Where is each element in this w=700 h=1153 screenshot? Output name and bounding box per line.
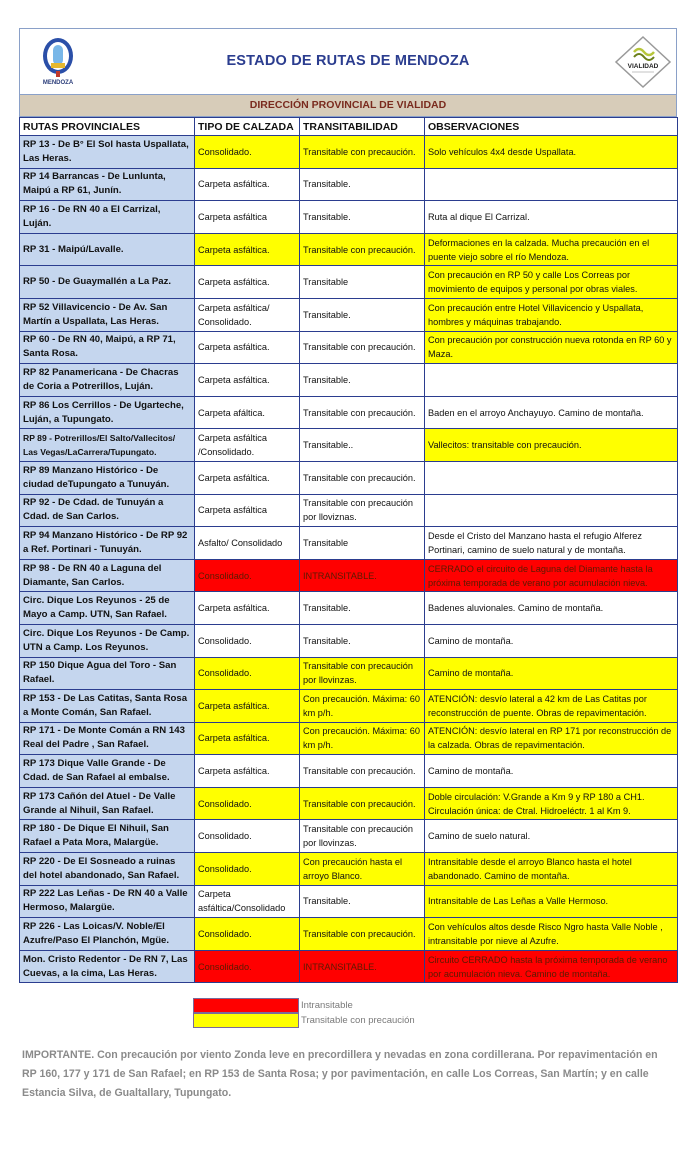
agency-band: DIRECCIÓN PROVINCIAL DE VIALIDAD: [19, 94, 677, 117]
status-cell: Transitable con precaución.: [300, 755, 425, 788]
surface-cell: Consolidado.: [195, 853, 300, 886]
column-header-status: TRANSITABILIDAD: [300, 118, 425, 136]
status-cell: Transitable con precaución.: [300, 396, 425, 429]
table-row: [20, 722, 678, 755]
observation-cell: Con precaución en RP 50 y calle Los Correas por movimiento de equipos y personal por obras viales.: [425, 266, 678, 299]
surface-cell: Carpeta asfáltica: [195, 494, 300, 527]
observation-cell: Ruta al dique El Carrizal.: [425, 201, 678, 234]
legend-item-caution: [193, 1013, 415, 1028]
surface-cell: Consolidado.: [195, 657, 300, 690]
vialidad-diamond-icon: [614, 35, 672, 89]
observation-cell: Con precaución entre Hotel Villavicencio y Uspallata, hombres y máquinas trabajando.: [425, 298, 678, 331]
table-row: [20, 396, 678, 429]
observation-cell: Intransitable desde el arroyo Blanco hasta el hotel abandonado. Camino de montaña.: [425, 853, 678, 886]
page-title: ESTADO DE RUTAS DE MENDOZA: [226, 53, 470, 69]
observation-cell: Doble circulación: V.Grande a Km 9 y RP 180 a CH1. Circulación única: de Ctral. Hidroeléctr. 1 al Km 9.: [425, 787, 678, 820]
mendoza-logo-caption: MENDOZA: [42, 80, 74, 86]
status-cell: Transitable con precaución.: [300, 331, 425, 364]
status-cell: Transitable con precaución.: [300, 461, 425, 494]
report-sheet: [19, 28, 677, 983]
observation-cell: Intransitable de Las Leñas a Valle Hermoso.: [425, 885, 678, 918]
legend-swatch-red: [193, 998, 299, 1013]
table-row: [20, 136, 678, 169]
surface-cell: Carpeta asfáltica.: [195, 690, 300, 723]
vialidad-logo-caption: VIALIDAD: [627, 63, 659, 70]
table-row: [20, 918, 678, 951]
table-row: [20, 690, 678, 723]
route-cell: RP 92 - De Cdad. de Tunuyán a Cdad. de San Carlos.: [20, 494, 195, 527]
route-cell: RP 222 Las Leñas - De RN 40 a Valle Hermoso, Malargüe.: [20, 885, 195, 918]
observation-cell: ATENCIÓN: desvío lateral en RP 171 por reconstrucción de la calzada. Obras de repavimentación.: [425, 722, 678, 755]
status-cell: Transitable..: [300, 429, 425, 462]
surface-cell: Carpeta asfáltica /Consolidado.: [195, 429, 300, 462]
legend-label-impassable: Intransitable: [301, 1000, 353, 1011]
route-cell: RP 171 - De Monte Comán a RN 143 Real del Padre , San Rafael.: [20, 722, 195, 755]
routes-table: [19, 117, 678, 983]
legend: [193, 998, 415, 1028]
observation-cell: Baden en el arroyo Anchayuyo. Camino de montaña.: [425, 396, 678, 429]
route-cell: RP 173 Cañón del Atuel - De Valle Grande al Nihuil, San Rafael.: [20, 787, 195, 820]
important-note: [22, 1046, 672, 1103]
route-cell: RP 98 - De RN 40 a Laguna del Diamante, San Carlos.: [20, 559, 195, 592]
route-cell: RP 82 Panamericana - De Chacras de Coria a Potrerillos, Luján.: [20, 364, 195, 397]
status-cell: Con precaución. Máxima: 60 km p/h.: [300, 722, 425, 755]
status-cell: Transitable con precaución por llovinzas.: [300, 820, 425, 853]
table-row: [20, 266, 678, 299]
observation-cell: Con vehículos altos desde Risco Ngro hasta Valle Noble , intransitable por nieve al Azufre.: [425, 918, 678, 951]
table-row: [20, 592, 678, 625]
table-row: [20, 853, 678, 886]
route-cell: RP 226 - Las Loicas/V. Noble/El Azufre/Paso El Planchón, Mgüe.: [20, 918, 195, 951]
route-cell: RP 180 - De Dique El Nihuil, San Rafael a Pata Mora, Malargüe.: [20, 820, 195, 853]
status-cell: Con precaución hasta el arroyo Blanco.: [300, 853, 425, 886]
note-lead: IMPORTANTE.: [22, 1049, 95, 1061]
route-cell: RP 52 Villavicencio - De Av. San Martín a Uspallata, Las Heras.: [20, 298, 195, 331]
surface-cell: Carpeta afáltica.: [195, 396, 300, 429]
table-row: [20, 429, 678, 462]
surface-cell: Carpeta asfáltica.: [195, 364, 300, 397]
table-row: [20, 364, 678, 397]
status-cell: Transitable.: [300, 298, 425, 331]
status-cell: Transitable.: [300, 592, 425, 625]
observation-cell: Camino de montaña.: [425, 657, 678, 690]
table-row: [20, 331, 678, 364]
status-cell: Transitable.: [300, 168, 425, 201]
status-cell: Transitable con precaución por llovinzas.: [300, 657, 425, 690]
status-cell: Transitable con precaución por lloviznas.: [300, 494, 425, 527]
status-cell: Transitable.: [300, 364, 425, 397]
surface-cell: Consolidado.: [195, 559, 300, 592]
status-cell: Con precaución. Máxima: 60 km p/h.: [300, 690, 425, 723]
observation-cell: Camino de montaña.: [425, 624, 678, 657]
status-cell: Transitable con precaución.: [300, 918, 425, 951]
status-cell: Transitable con precaución.: [300, 233, 425, 266]
observation-cell: [425, 461, 678, 494]
surface-cell: Consolidado.: [195, 918, 300, 951]
legend-label-caution: Transitable con precaución: [301, 1015, 415, 1026]
surface-cell: Carpeta asfáltica.: [195, 461, 300, 494]
table-row: [20, 298, 678, 331]
route-cell: RP 173 Dique Valle Grande - De Cdad. de San Rafael al embalse.: [20, 755, 195, 788]
status-cell: Transitable con precaución.: [300, 787, 425, 820]
table-row: [20, 885, 678, 918]
surface-cell: Consolidado.: [195, 820, 300, 853]
status-cell: Transitable con precaución.: [300, 136, 425, 169]
observation-cell: [425, 364, 678, 397]
surface-cell: Carpeta asfáltica.: [195, 592, 300, 625]
route-cell: RP 50 - De Guaymallén a La Paz.: [20, 266, 195, 299]
status-cell: Transitable.: [300, 624, 425, 657]
route-cell: RP 89 Manzano Histórico - De ciudad deTupungato a Tunuyán.: [20, 461, 195, 494]
table-row: [20, 820, 678, 853]
surface-cell: Carpeta asfáltica/Consolidado: [195, 885, 300, 918]
surface-cell: Consolidado.: [195, 136, 300, 169]
status-cell: INTRANSITABLE.: [300, 559, 425, 592]
legend-item-impassable: [193, 998, 415, 1013]
surface-cell: Carpeta asfáltica.: [195, 331, 300, 364]
surface-cell: Carpeta asfáltica.: [195, 755, 300, 788]
route-cell: RP 31 - Maipú/Lavalle.: [20, 233, 195, 266]
route-cell: Circ. Dique Los Reyunos - 25 de Mayo a Camp. UTN, San Rafael.: [20, 592, 195, 625]
table-row: [20, 201, 678, 234]
route-cell: RP 89 - Potrerillos/El Salto/Vallecitos/ Las Vegas/LaCarrera/Tupungato.: [20, 429, 195, 462]
observation-cell: Solo vehículos 4x4 desde Uspallata.: [425, 136, 678, 169]
route-cell: RP 150 Dique Agua del Toro - San Rafael.: [20, 657, 195, 690]
observation-cell: Vallecitos: transitable con precaución.: [425, 429, 678, 462]
table-row: [20, 950, 678, 983]
column-header-surface: TIPO DE CALZADA: [195, 118, 300, 136]
surface-cell: Consolidado.: [195, 624, 300, 657]
route-cell: Circ. Dique Los Reyunos - De Camp. UTN a Camp. Los Reyunos.: [20, 624, 195, 657]
table-row: [20, 657, 678, 690]
status-cell: Transitable: [300, 266, 425, 299]
surface-cell: Carpeta asfáltica/ Consolidado.: [195, 298, 300, 331]
column-header-routes: RUTAS PROVINCIALES: [20, 118, 195, 136]
observation-cell: CERRADO el circuito de Laguna del Diamante hasta la próxima temporada de verano por acumulación nieva.: [425, 559, 678, 592]
table-row: [20, 787, 678, 820]
route-cell: RP 60 - De RN 40, Maipú, a RP 71, Santa Rosa.: [20, 331, 195, 364]
route-cell: RP 220 - De El Sosneado a ruinas del hotel abandonado, San Rafael.: [20, 853, 195, 886]
table-row: [20, 461, 678, 494]
surface-cell: Asfalto/ Consolidado: [195, 527, 300, 560]
surface-cell: Carpeta asfáltica.: [195, 168, 300, 201]
column-header-observations: OBSERVACIONES: [425, 118, 678, 136]
observation-cell: Camino de suelo natural.: [425, 820, 678, 853]
report-header: [19, 28, 677, 94]
route-cell: RP 14 Barrancas - De Lunlunta, Maipú a RP 61, Junín.: [20, 168, 195, 201]
table-row: [20, 755, 678, 788]
status-cell: Transitable: [300, 527, 425, 560]
observation-cell: Con precaución por construcción nueva rotonda en RP 60 y Maza.: [425, 331, 678, 364]
observation-cell: [425, 494, 678, 527]
route-cell: RP 16 - De RN 40 a El Carrizal, Luján.: [20, 201, 195, 234]
route-cell: RP 94 Manzano Histórico - De RP 92 a Ref. Portinari - Tunuyán.: [20, 527, 195, 560]
observation-cell: Deformaciones en la calzada. Mucha precaución en el puente viejo sobre el río Mendoza.: [425, 233, 678, 266]
surface-cell: Consolidado.: [195, 950, 300, 983]
legend-swatch-yellow: [193, 1013, 299, 1028]
surface-cell: Carpeta asfáltica: [195, 201, 300, 234]
surface-cell: Carpeta asfáltica.: [195, 722, 300, 755]
table-row: [20, 233, 678, 266]
note-text: Con precaución por viento Zonda leve en precordillera y nevadas en zona cordillerana. Por repavimentación en RP 160, 177 y 171 de San Rafael; en RP 153 de Santa Rosa; y por pavimentación, en calle Los Correas, San Martín; y en calle Estancia Silva, de Gualtallary, Tupungato.: [22, 1049, 658, 1099]
observation-cell: Desde el Cristo del Manzano hasta el refugio Alferez Portinari, camino de suelo natural y de montaña.: [425, 527, 678, 560]
surface-cell: Carpeta asfáltica.: [195, 233, 300, 266]
vialidad-logo: [614, 35, 672, 89]
table-row: [20, 168, 678, 201]
route-cell: RP 13 - De B° El Sol hasta Uspallata, Las Heras.: [20, 136, 195, 169]
table-row: [20, 559, 678, 592]
observation-cell: Camino de montaña.: [425, 755, 678, 788]
observation-cell: Badenes aluvionales. Camino de montaña.: [425, 592, 678, 625]
observation-cell: ATENCIÓN: desvío lateral a 42 km de Las Catitas por reconstrucción de puente. Obras de repavimentación.: [425, 690, 678, 723]
route-cell: Mon. Cristo Redentor - De RN 7, Las Cuevas, a la cima, Las Heras.: [20, 950, 195, 983]
surface-cell: Carpeta asfáltica.: [195, 266, 300, 299]
route-cell: RP 153 - De Las Catitas, Santa Rosa a Monte Comán, San Rafael.: [20, 690, 195, 723]
status-cell: Transitable.: [300, 885, 425, 918]
table-row: [20, 624, 678, 657]
route-cell: RP 86 Los Cerrillos - De Ugarteche, Luján, a Tupungato.: [20, 396, 195, 429]
table-row: [20, 494, 678, 527]
status-cell: INTRANSITABLE.: [300, 950, 425, 983]
table-row: [20, 527, 678, 560]
observation-cell: Circuito CERRADO hasta la próxima temporada de verano por acumulación nieva. Camino de montaña.: [425, 950, 678, 983]
status-cell: Transitable.: [300, 201, 425, 234]
routes-table-body: [20, 136, 678, 983]
observation-cell: [425, 168, 678, 201]
surface-cell: Consolidado.: [195, 787, 300, 820]
